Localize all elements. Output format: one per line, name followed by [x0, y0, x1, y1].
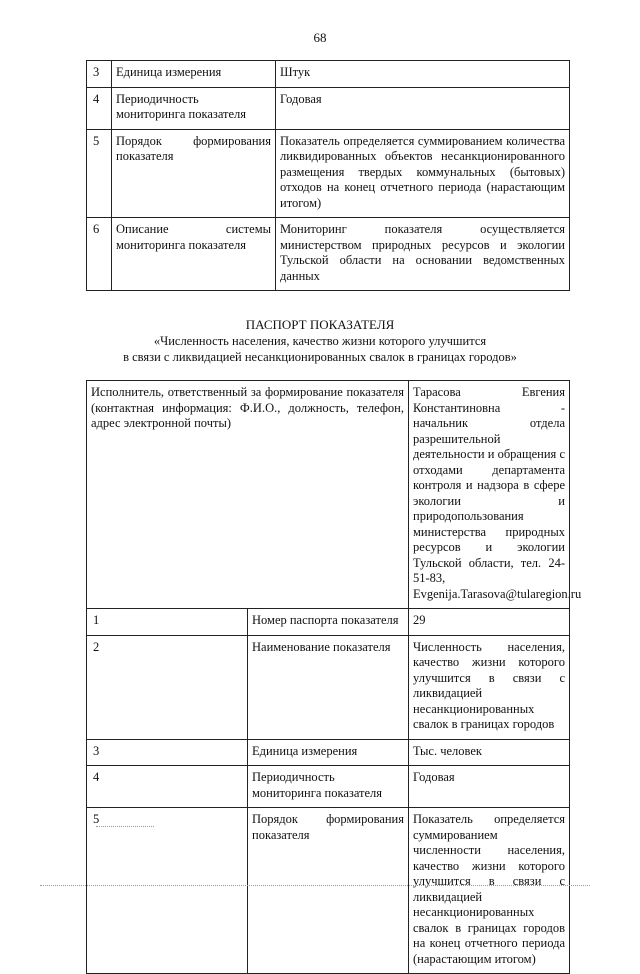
- scan-artifact-dots: [96, 826, 154, 828]
- executor-details: Тарасова Евгения Константиновна - начальник отдела разрешительной деятельности и обращения с отходами департамента контроля и надзора в сфере экологии и природопользования министерства природных ресурсов и экологии Тульской области, тел. 24-51-83,: [413, 385, 565, 585]
- row-number: 4: [87, 87, 112, 129]
- row-value: Показатель определяется суммированием численности населения, качество жизни которого улучшится в связи с ликвидацией несанкционированных свалок в границах городов на конец отчетного периода (нарастающим итогом): [409, 808, 570, 974]
- row-number: 4: [87, 766, 248, 808]
- row-value: Мониторинг показателя осуществляется министерством природных ресурсов и экологии Тульской области на основании ведомственных данных: [276, 218, 570, 291]
- table-row: [87, 609, 570, 636]
- row-label: Порядок формирования показателя: [248, 808, 409, 974]
- passport-title: ПАСПОРТ ПОКАЗАТЕЛЯ: [245, 317, 395, 332]
- row-value: Тыс. человек: [409, 739, 570, 766]
- row-label: Наименование показателя: [248, 635, 409, 739]
- row-label: Описание системы мониторинга показателя: [112, 218, 276, 291]
- scan-artifact-dots: [40, 885, 590, 887]
- row-label: Порядок формирования показателя: [112, 129, 276, 218]
- executor-label: Исполнитель, ответственный за формирование показателя (контактная информация: Ф.И.О., должность, телефон, адрес электронной почты): [87, 381, 409, 609]
- indicator-table-continued: [86, 60, 570, 291]
- row-value: Годовая: [276, 87, 570, 129]
- table-row: [87, 635, 570, 739]
- row-value: Штук: [276, 61, 570, 88]
- row-value: Показатель определяется суммированием количества ликвидированных объектов несанкционированного размещения твердых коммунальных (бытовых) отходов на конец отчетного периода (нарастающим итогом): [276, 129, 570, 218]
- row-number: 5: [87, 129, 112, 218]
- row-label: Единица измерения: [112, 61, 276, 88]
- page-number: 68: [313, 30, 327, 45]
- row-value: Численность населения, качество жизни которого улучшится в связи с ликвидацией несанкционированных свалок в границах городов: [409, 635, 570, 739]
- executor-email: Evgenija.Tarasova@tularegion.ru: [413, 586, 582, 601]
- table-row: [87, 87, 570, 129]
- row-number: 3: [87, 61, 112, 88]
- row-number: 2: [87, 635, 248, 739]
- passport-subtitle-line-1: «Численность населения, качество жизни которого улучшится: [153, 334, 487, 348]
- table-row: [87, 766, 570, 808]
- passport-subtitle-line-2: в связи с ликвидацией несанкционированных свалок в границах городов»: [123, 350, 517, 364]
- table-row: [87, 739, 570, 766]
- row-number: 3: [87, 739, 248, 766]
- table-row: [87, 808, 570, 974]
- executor-row: [87, 381, 570, 609]
- table-row: [87, 129, 570, 218]
- row-number: 6: [87, 218, 112, 291]
- row-label: Номер паспорта показателя: [248, 609, 409, 636]
- row-number: 5: [87, 808, 248, 974]
- row-label: Периодичность мониторинга показателя: [248, 766, 409, 808]
- row-value: 29: [409, 609, 570, 636]
- row-number: 1: [87, 609, 248, 636]
- table-row: [87, 61, 570, 88]
- row-label: Единица измерения: [248, 739, 409, 766]
- row-value: Годовая: [409, 766, 570, 808]
- row-label: Периодичность мониторинга показателя: [112, 87, 276, 129]
- table-row: [87, 218, 570, 291]
- executor-value: [409, 381, 582, 609]
